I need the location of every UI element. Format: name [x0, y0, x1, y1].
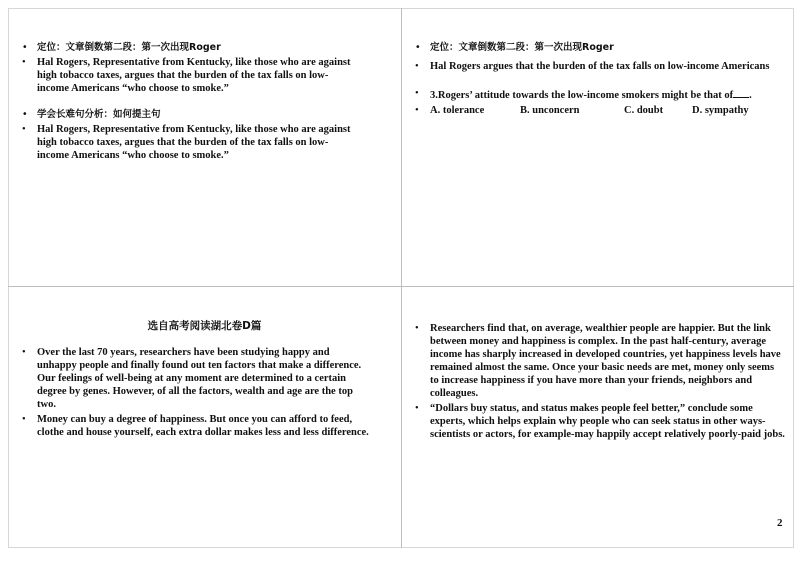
slide3-title: 选自高考阅读湖北卷D篇: [147, 320, 262, 332]
slide3-bullet-list: [20, 346, 370, 439]
slide2-options: [413, 104, 788, 117]
slide2-question: [413, 87, 788, 102]
slide4-bullet-list: [413, 322, 785, 441]
slide1-bullet-analysis: • 学会长难句分析：如何提主句: [20, 108, 355, 121]
slide2-bullet-summary: • Hal Rogers argues that the burden of the tax falls on low-income Americans: [413, 60, 788, 73]
slide1-bullet-quote: • Hal Rogers, Representative from Kentucky, like those who are against high tobacco taxes, argues that the burden of the tax falls on low-income Americans “who choose to smoke.”: [20, 56, 355, 95]
slide-bottom-left: [8, 286, 401, 548]
slide-top-left: [8, 8, 401, 286]
slide3-bullet-research: • Over the last 70 years, researchers have been studying happy and unhappy people and finally found out ten factors that make a difference. Our feelings of well-being at any moment are determined to a certain degree by genes. However, of all the factors, wealth and age are the top two.: [20, 346, 370, 411]
slide2-bullet-list: [413, 41, 788, 117]
answer-blank: [733, 87, 749, 98]
option-d: D. sympathy: [692, 105, 749, 116]
slide4-bullet-status: • “Dollars buy status, and status makes people feel better,” conclude some experts, which helps explain why people who can seek status in other ways-scientists or actors, for example-may happily accept relatively poorly-paid jobs.: [413, 402, 785, 441]
slide4-bullet-wealth: • Researchers find that, on average, wealthier people are happier. But the link between money and happiness is complex. In the past half-century, average income has sharply increased in developed countries, yet happiness levels have remained almost the same. Once your basic needs are met, money only seems to increase happiness if you have more than your friends, neighbors and colleagues.: [413, 322, 785, 400]
option-a: • A. tolerance: [430, 105, 485, 116]
slide1-bullet-quote-repeat: • Hal Rogers, Representative from Kentucky, like those who are against high tobacco taxes, argues that the burden of the tax falls on low-income Americans “who choose to smoke.”: [20, 123, 355, 162]
question-period: .: [749, 90, 752, 101]
slide-top-right: [401, 8, 794, 286]
slide1-bullet-locate: • 定位：文章倒数第二段：第一次出现Roger: [20, 41, 355, 54]
slide-bottom-right: [401, 286, 794, 548]
slide3-bullet-money: • Money can buy a degree of happiness. But once you can afford to feed, clothe and house yourself, each extra dollar makes less and less difference.: [20, 413, 370, 439]
slide2-bullet-locate: • 定位：文章倒数第二段：第一次出现Roger: [413, 41, 788, 54]
option-c: C. doubt: [624, 105, 664, 116]
slide1-bullet-list: [20, 41, 355, 162]
page-number: 2: [777, 517, 783, 529]
question-text: 3.Rogers’ attitude towards the low-income smokers might be that of: [430, 90, 734, 101]
option-b: B. unconcern: [520, 105, 580, 116]
